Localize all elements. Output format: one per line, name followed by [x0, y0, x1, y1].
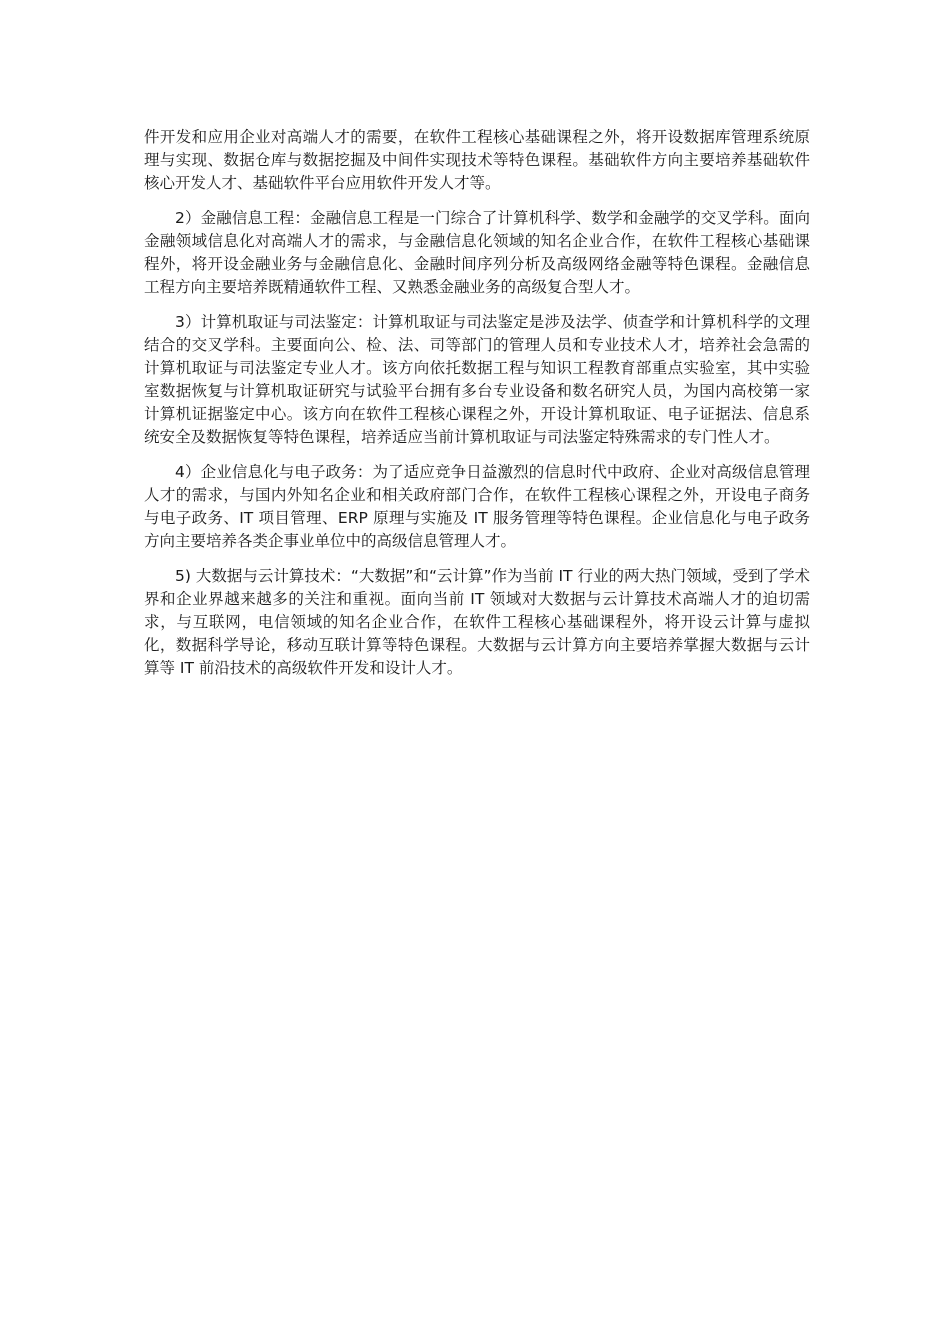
document-body: [144, 126, 810, 692]
paragraph-computer-forensics: 3）计算机取证与司法鉴定：计算机取证与司法鉴定是涉及法学、侦查学和计算机科学的文理结合的交叉学科。主要面向公、检、法、司等部门的管理人员和专业技术人才，培养社会急需的计算机取证与司法鉴定专业人才。该方向依托数据工程与知识工程教育部重点实验室，其中实验室数据恢复与计算机取证研究与试验平台拥有多台专业设备和数名研究人员，为国内高校第一家计算机证据鉴定中心。该方向在软件工程核心课程之外，开设计算机取证、电子证据法、信息系统安全及数据恢复等特色课程，培养适应当前计算机取证与司法鉴定特殊需求的专门性人才。: [144, 313, 810, 446]
paragraph-enterprise-informatization: 4）企业信息化与电子政务：为了适应竞争日益激烈的信息时代中政府、企业对高级信息管理人才的需求，与国内外知名企业和相关政府部门合作，在软件工程核心课程之外，开设电子商务与电子政务、IT 项目管理、ERP 原理与实施及 IT 服务管理等特色课程。企业信息化与电子政务方向主要培养各类企事业单位中的高级信息管理人才。: [144, 463, 810, 550]
paragraph-financial-info-engineering: 2）金融信息工程：金融信息工程是一门综合了计算机科学、数学和金融学的交叉学科。面向金融领域信息化对高端人才的需求，与金融信息化领域的知名企业合作，在软件工程核心基础课程外，将开设金融业务与金融信息化、金融时间序列分析及高级网络金融等特色课程。金融信息工程方向主要培养既精通软件工程、又熟悉金融业务的高级复合型人才。: [144, 209, 810, 296]
paragraph-big-data-cloud: 5) 大数据与云计算技术：“大数据”和“云计算”作为当前 IT 行业的两大热门领域，受到了学术界和企业界越来越多的关注和重视。面向当前 IT 领域对大数据与云计算技术高端人才的迫切需求，与互联网，电信领域的知名企业合作，在软件工程核心基础课程外，将开设云计算与虚拟化，数据科学导论，移动互联计算等特色课程。大数据与云计算方向主要培养掌握大数据与云计算等 IT 前沿技术的高级软件开发和设计人才。: [144, 567, 810, 677]
paragraph-continued: 件开发和应用企业对高端人才的需要，在软件工程核心基础课程之外，将开设数据库管理系统原理与实现、数据仓库与数据挖掘及中间件实现技术等特色课程。基础软件方向主要培养基础软件核心开发人才、基础软件平台应用软件开发人才等。: [144, 128, 810, 192]
